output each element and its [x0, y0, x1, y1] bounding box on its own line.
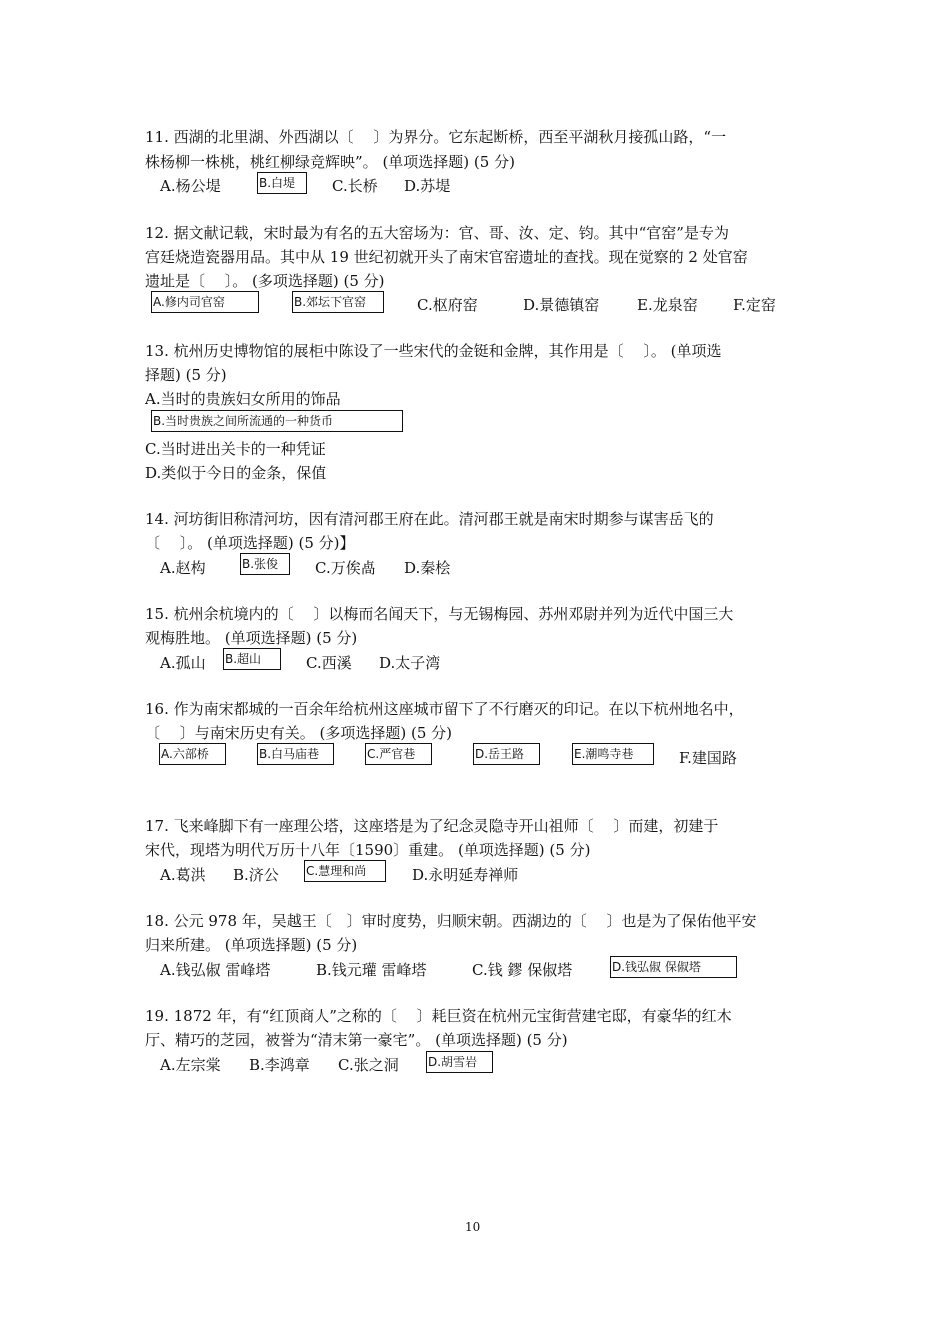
q14-option-c[interactable]: C.万俟卨 — [315, 559, 376, 577]
q12-option-d[interactable]: D.景德镇窑 — [523, 296, 600, 314]
q17-option-d[interactable]: D.永明延寿禅师 — [412, 866, 519, 884]
q14-option-a[interactable]: A.赵构 — [160, 559, 206, 577]
q18-option-b[interactable]: B.钱元瓘 雷峰塔 — [316, 961, 427, 979]
q16-option-c-selected[interactable]: C.严官巷 — [365, 743, 432, 765]
q17-option-a[interactable]: A.葛洪 — [160, 866, 206, 884]
q19-option-d-selected[interactable]: D.胡雪岩 — [426, 1051, 493, 1073]
q18-option-c[interactable]: C.钱 鏐 保俶塔 — [472, 961, 573, 979]
q12-line-1: 12. 据文献记载，宋时最为有名的五大窑场为：官、哥、汝、定、钧。其中“官窑”是专为 — [145, 224, 729, 242]
q12-option-a-selected[interactable]: A.修内司官窑 — [151, 291, 259, 313]
q15-option-a[interactable]: A.孤山 — [160, 654, 206, 672]
q15-option-c[interactable]: C.西溪 — [306, 654, 352, 672]
q18-option-d-selected[interactable]: D.钱弘俶 保俶塔 — [610, 956, 737, 978]
q18-line-1: 18. 公元 978 年，吴越王〔 〕审时度势，归顺宋朝。西湖边的〔 〕也是为了保佑他平安 — [145, 912, 757, 930]
q14-line-2: 〔 〕。 (单项选择题) (5 分)】 — [145, 534, 355, 552]
q18-line-2: 归来所建。 (单项选择题) (5 分) — [145, 936, 358, 954]
q17-line-2: 宋代，现塔为明代万历十八年〔1590〕重建。 (单项选择题) (5 分) — [145, 841, 591, 859]
q19-line-2: 厅、精巧的芝园，被誉为“清末第一豪宅”。 (单项选择题) (5 分) — [145, 1031, 568, 1049]
q14-option-b-selected[interactable]: B.张俊 — [240, 553, 290, 575]
q15-line-2: 观梅胜地。 (单项选择题) (5 分) — [145, 629, 358, 647]
q15-option-b-selected[interactable]: B.超山 — [223, 648, 281, 670]
q19-option-c[interactable]: C.张之洞 — [338, 1056, 399, 1074]
q16-option-f[interactable]: F.建国路 — [679, 749, 737, 767]
q13-option-b-selected[interactable]: B.当时贵族之间所流通的一种货币 — [151, 410, 403, 432]
q16-option-d-selected[interactable]: D.岳王路 — [473, 743, 540, 765]
q16-option-a-selected[interactable]: A.六部桥 — [159, 743, 226, 765]
page-number: 10 — [465, 1220, 481, 1234]
q14-option-d[interactable]: D.秦桧 — [404, 559, 451, 577]
q19-option-b[interactable]: B.李鸿章 — [249, 1056, 310, 1074]
q11-option-b-selected[interactable]: B.白堤 — [257, 172, 307, 194]
q13-option-c[interactable]: C.当时进出关卡的一种凭证 — [145, 440, 326, 458]
q12-line-2: 宫廷烧造瓷器用品。其中从 19 世纪初就开头了南宋官窑遗址的查找。现在觉察的 2 处官窑 — [145, 248, 748, 266]
q16-line-2: 〔 〕与南宋历史有关。 (多项选择题) (5 分) — [145, 724, 453, 742]
q17-line-1: 17. 飞来峰脚下有一座理公塔，这座塔是为了纪念灵隐寺开山祖师〔 〕而建，初建于 — [145, 817, 719, 835]
q12-line-3: 遗址是〔 〕。 (多项选择题) (5 分) — [145, 272, 385, 290]
q12-option-b-selected[interactable]: B.郊坛下官窑 — [292, 291, 384, 313]
q14-line-1: 14. 河坊街旧称清河坊，因有清河郡王府在此。清河郡王就是南宋时期参与谋害岳飞的 — [145, 510, 714, 528]
q12-option-e[interactable]: E.龙泉窑 — [637, 296, 698, 314]
q15-line-1: 15. 杭州余杭境内的〔 〕以梅而名闻天下，与无锡梅园、苏州邓尉并列为近代中国三大 — [145, 605, 734, 623]
q13-option-a[interactable]: A.当时的贵族妇女所用的饰品 — [145, 390, 341, 408]
q11-option-a[interactable]: A.杨公堤 — [160, 177, 221, 195]
q16-option-e-selected[interactable]: E.潮鸣寺巷 — [572, 743, 654, 765]
q12-option-c[interactable]: C.枢府窑 — [417, 296, 478, 314]
q16-line-1: 16. 作为南宋都城的一百余年给杭州这座城市留下了不行磨灭的印记。在以下杭州地名中， — [145, 700, 744, 718]
q18-option-a[interactable]: A.钱弘俶 雷峰塔 — [160, 961, 271, 979]
q11-option-d[interactable]: D.苏堤 — [404, 177, 451, 195]
q11-option-c[interactable]: C.长桥 — [332, 177, 378, 195]
q13-line-1: 13. 杭州历史博物馆的展柜中陈设了一些宋代的金铤和金牌，其作用是〔 〕。 (单项选 — [145, 342, 722, 360]
q11-line-1: 11. 西湖的北里湖、外西湖以〔 〕为界分。它东起断桥，西至平湖秋月接孤山路，“一 — [145, 128, 727, 146]
q13-option-d[interactable]: D.类似于今日的金条，保值 — [145, 464, 327, 482]
q15-option-d[interactable]: D.太子湾 — [379, 654, 441, 672]
q19-option-a[interactable]: A.左宗棠 — [160, 1056, 221, 1074]
q16-option-b-selected[interactable]: B.白马庙巷 — [257, 743, 334, 765]
q17-option-c-selected[interactable]: C.慧理和尚 — [304, 860, 386, 882]
q17-option-b[interactable]: B.济公 — [233, 866, 279, 884]
q12-option-f[interactable]: F.定窑 — [733, 296, 776, 314]
q11-line-2: 株杨柳一株桃，桃红柳绿竞辉映”。 (单项选择题) (5 分) — [145, 153, 515, 171]
q13-line-2: 择题) (5 分) — [145, 366, 227, 384]
q19-line-1: 19. 1872 年，有“红顶商人”之称的〔 〕耗巨资在杭州元宝街营建宅邸，有豪华的红木 — [145, 1007, 732, 1025]
